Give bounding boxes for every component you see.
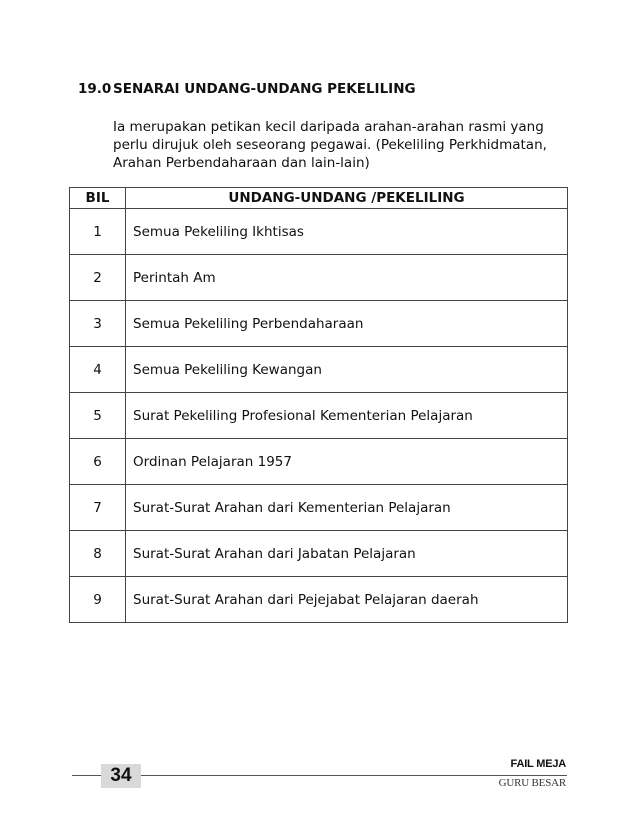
footer-subtitle: GURU BESAR: [498, 777, 566, 789]
row-item: Semua Pekeliling Perbendaharaan: [126, 301, 568, 347]
row-number: 9: [70, 577, 126, 623]
footer-divider: [72, 775, 567, 776]
row-item: Surat-Surat Arahan dari Kementerian Pelajaran: [126, 485, 568, 531]
row-number: 5: [70, 393, 126, 439]
table-row: [70, 255, 568, 301]
row-item: Perintah Am: [126, 255, 568, 301]
row-item: Semua Pekeliling Ikhtisas: [126, 209, 568, 255]
table-row: [70, 347, 568, 393]
row-item: Ordinan Pelajaran 1957: [126, 439, 568, 485]
table-row: [70, 209, 568, 255]
table-row: [70, 577, 568, 623]
row-item: Surat Pekeliling Profesional Kementerian Pelajaran: [126, 393, 568, 439]
page-number: 34: [101, 764, 141, 788]
intro-paragraph: Ia merupakan petikan kecil daripada arahan-arahan rasmi yang perlu dirujuk oleh seseorang pegawai. (Pekeliling Perkhidmatan, Arahan Perbendaharaan dan lain-lain): [113, 119, 547, 171]
table-row: [70, 393, 568, 439]
row-number: 6: [70, 439, 126, 485]
row-item: Surat-Surat Arahan dari Pejejabat Pelajaran daerah: [126, 577, 568, 623]
section-heading: [78, 81, 416, 97]
row-number: 7: [70, 485, 126, 531]
table-row: [70, 531, 568, 577]
row-number: 8: [70, 531, 126, 577]
row-number: 2: [70, 255, 126, 301]
table-row: [70, 485, 568, 531]
header-item: UNDANG-UNDANG /PEKELILING: [126, 188, 568, 209]
row-item: Surat-Surat Arahan dari Jabatan Pelajaran: [126, 531, 568, 577]
table-header-row: [70, 188, 568, 209]
section-number: 19.0: [78, 81, 112, 97]
table-row: [70, 301, 568, 347]
footer-title: FAIL MEJA: [510, 758, 566, 770]
table-row: [70, 439, 568, 485]
row-number: 4: [70, 347, 126, 393]
row-item: Semua Pekeliling Kewangan: [126, 347, 568, 393]
row-number: 3: [70, 301, 126, 347]
row-number: 1: [70, 209, 126, 255]
header-bil: BIL: [70, 188, 126, 209]
section-title: SENARAI UNDANG-UNDANG PEKELILING: [113, 81, 416, 97]
circulars-table: [69, 187, 568, 623]
